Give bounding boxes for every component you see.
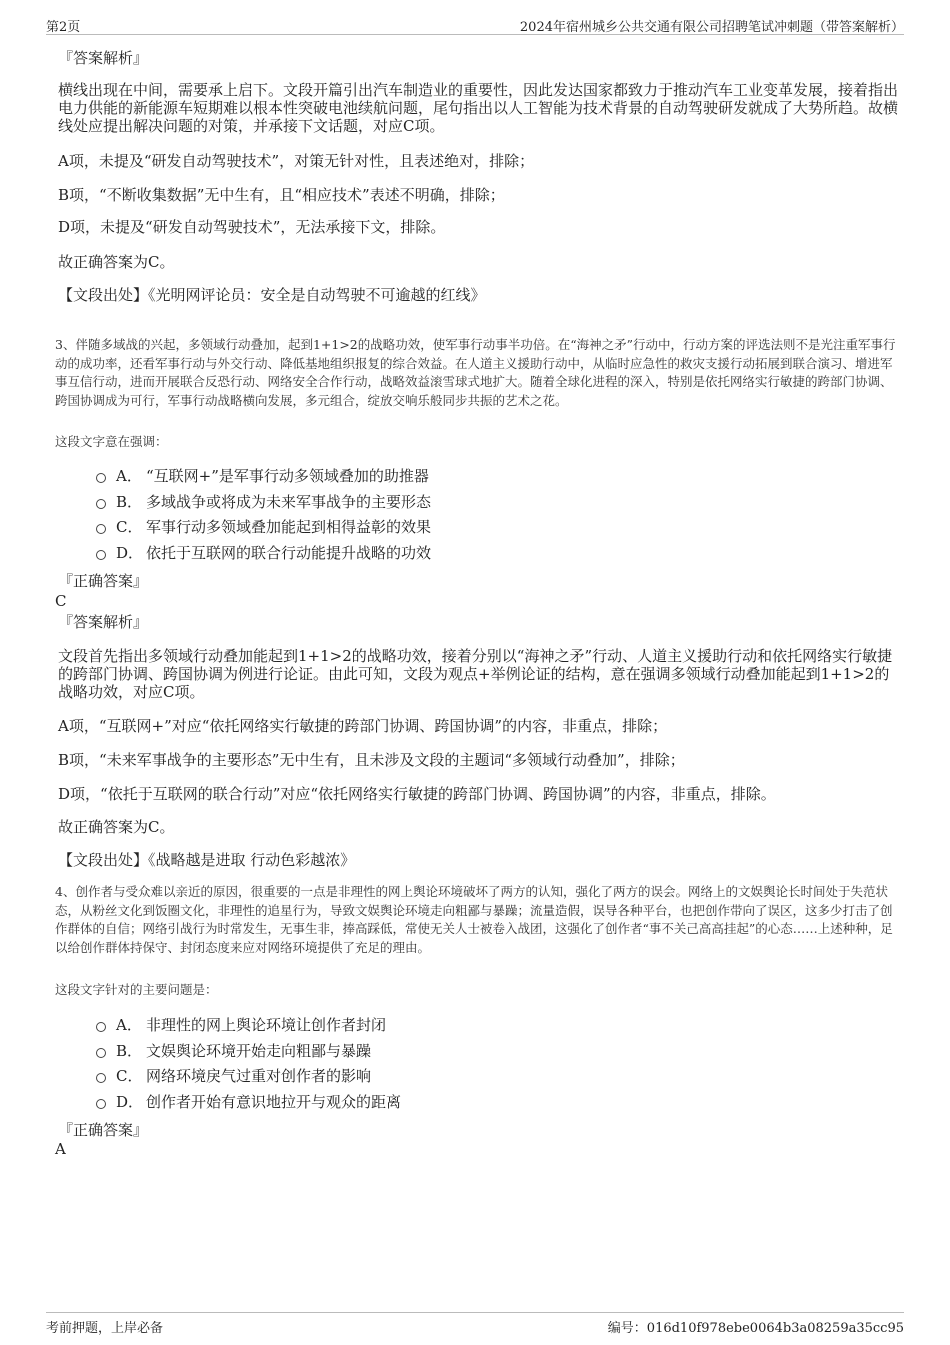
- document-title: 2024年宿州城乡公共交通有限公司招聘笔试冲刺题（带答案解析）: [519, 20, 904, 35]
- q2-analysis-label: 『答案解析』: [58, 49, 149, 67]
- q3-option-a[interactable]: A． “互联网+”是军事行动多领域叠加的助推器: [96, 466, 429, 486]
- q3-conclusion: 故正确答案为C。: [58, 818, 175, 836]
- q3-source: 【文段出处】《战略越是进取 行动色彩越浓》: [58, 851, 356, 869]
- q4-answer-label: 『正确答案』: [58, 1121, 149, 1139]
- page-header: [46, 14, 904, 35]
- q2-option-b-note: B项，“不断收集数据”无中生有，且“相应技术”表述不明确，排除；: [58, 186, 505, 204]
- radio-icon[interactable]: [96, 1099, 106, 1109]
- q4-option-b[interactable]: B． 文娱舆论环境开始走向粗鄙与暴躁: [96, 1041, 371, 1061]
- page-footer: [46, 1312, 904, 1337]
- q3-option-d[interactable]: D． 依托于互联网的联合行动能提升战略的功效: [96, 543, 431, 563]
- q3-analysis-label: 『答案解析』: [58, 613, 149, 631]
- radio-icon[interactable]: [96, 524, 106, 534]
- q2-analysis: 横线出现在中间，需要承上启下。文段开篇引出汽车制造业的重要性，因此发达国家都致力于推动汽车工业变革发展，接着指出电力供能的新能源车短期难以根本性突破电池续航问题，尾句指出以人工智能为技术背景的自动驾驶研发就成了大势所趋。故横线处应提出解决问题的对策，并承接下文话题，对应C项。: [58, 81, 899, 135]
- radio-icon[interactable]: [96, 499, 106, 509]
- q3-option-c[interactable]: C． 军事行动多领域叠加能起到相得益彰的效果: [96, 517, 431, 537]
- q3-question: 这段文字意在强调：: [55, 434, 168, 449]
- radio-icon[interactable]: [96, 1048, 106, 1058]
- q2-option-d-note: D项，未提及“研发自动驾驶技术”，无法承接下文，排除。: [58, 218, 446, 236]
- q3-answer: C: [55, 592, 67, 610]
- radio-icon[interactable]: [96, 1073, 106, 1083]
- q4-option-c[interactable]: C． 网络环境戾气过重对创作者的影响: [96, 1066, 371, 1086]
- q4-option-a[interactable]: A． 非理性的网上舆论环境让创作者封闭: [96, 1015, 386, 1035]
- q3-option-b-note: B项，“未来军事战争的主要形态”无中生有，且未涉及文段的主题词“多领域行动叠加”，排除；: [58, 751, 685, 769]
- q3-option-d-note: D项，“依托于互联网的联合行动”对应“依托网络实行敏捷的跨部门协调、跨国协调”的内容，非重点，排除。: [58, 785, 776, 803]
- q2-option-a-note: A项，未提及“研发自动驾驶技术”，对策无针对性，且表述绝对，排除；: [58, 152, 535, 170]
- q4-answer: A: [55, 1140, 66, 1158]
- q3-option-a-note: A项，“互联网+”对应“依托网络实行敏捷的跨部门协调、跨国协调”的内容，非重点，排除；: [58, 717, 668, 735]
- q2-conclusion: 故正确答案为C。: [58, 253, 175, 271]
- page-number: 第2页: [46, 20, 81, 35]
- radio-icon[interactable]: [96, 550, 106, 560]
- q4-stem: 4、创作者与受众难以亲近的原因，很重要的一点是非理性的网上舆论环境破坏了两方的认知，强化了两方的误会。网络上的文娱舆论长时间处于失范状态，从粉丝文化到饭圈文化，非理性的追星行为，导致文娱舆论环境走向粗鄙与暴躁；流量造假，误导各种平台，也把创作带向了误区，这多少打击了创作群体的自信；网络引战行为时常发生，无事生非，捧高踩低，常使无关人士被卷入战团，这强化了创作者“事不关己高高挂起”的心态……上述种种，足以给创作群体持保守、封闭态度来应对网络环境提供了充足的理由。: [55, 884, 893, 955]
- q3-stem: 3、伴随多域战的兴起，多领域行动叠加，起到1+1>2的战略功效，使军事行动事半功倍。在“海神之矛”行动中，行动方案的评选法则不是光注重军事行动的成功率，还看军事行动与外交行动、降低基地组织报复的综合效益。在人道主义援助行动中，从临时应急性的救灾支援行动拓展到联合演习、增进军事互信行动，进而开展联合反恐行动、网络安全合作行动，战略效益滚雪球式地扩大。随着全球化进程的深入，特别是依托网络实行敏捷的跨部门协调、跨国协调成为可行，军事行动战略横向发展，多元组合，绽放交响乐般同步共振的艺术之花。: [55, 337, 896, 408]
- q4-question: 这段文字针对的主要问题是：: [55, 982, 218, 997]
- footer-slogan: 考前押题，上岸必备: [46, 1321, 164, 1336]
- radio-icon[interactable]: [96, 473, 106, 483]
- q3-option-b[interactable]: B． 多域战争或将成为未来军事战争的主要形态: [96, 492, 431, 512]
- footer-code: 编号：016d10f978ebe0064b3a08259a35cc95: [607, 1321, 904, 1336]
- q2-source: 【文段出处】《光明网评论员：安全是自动驾驶不可逾越的红线》: [58, 286, 486, 304]
- q4-option-d[interactable]: D． 创作者开始有意识地拉开与观众的距离: [96, 1092, 401, 1112]
- radio-icon[interactable]: [96, 1022, 106, 1032]
- q3-answer-label: 『正确答案』: [58, 572, 149, 590]
- q3-analysis: 文段首先指出多领域行动叠加能起到1+1>2的战略功效，接着分别以“海神之矛”行动、人道主义援助行动和依托网络实行敏捷的跨部门协调、跨国协调为例进行论证。由此可知，文段为观点+举例论证的结构，意在强调多领域行动叠加能起到1+1>2的战略功效，对应C项。: [58, 647, 893, 701]
